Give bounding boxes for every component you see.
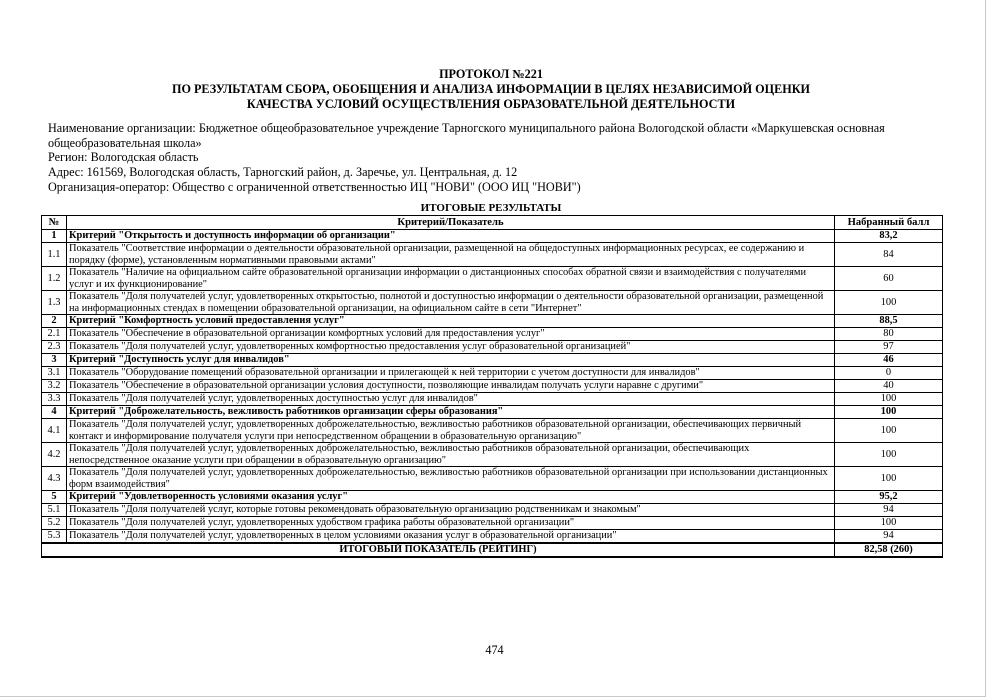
row-score: 80 <box>835 328 943 341</box>
row-text: Показатель "Доля получателей услуг, удовлетворенных доброжелательностью, вежливостью работников образовательной организации, обеспечивающих первичный контакт и информирование получателя услуги при непосредственном обращении в образовательную организацию" <box>67 419 835 443</box>
table-row <box>42 243 943 267</box>
table-row <box>42 419 943 443</box>
row-score: 100 <box>835 443 943 467</box>
protocol-title: ПРОТОКОЛ №221 <box>439 67 543 81</box>
row-text: Показатель "Доля получателей услуг, удовлетворенных доброжелательностью, вежливостью работников образовательной организации при использовании дистанционных форм взаимодействия" <box>67 467 835 491</box>
row-score: 84 <box>835 243 943 267</box>
row-text: Показатель "Доля получателей услуг, удовлетворенных комфортностью предоставления услуг образовательной организацией" <box>67 341 835 354</box>
row-number: 5 <box>42 491 67 504</box>
row-score: 100 <box>835 517 943 530</box>
row-number: 1.1 <box>42 243 67 267</box>
table-row <box>42 443 943 467</box>
row-number: 4.2 <box>42 443 67 467</box>
table-header-row <box>42 216 943 230</box>
row-text: Критерий "Доступность услуг для инвалидов" <box>67 354 835 367</box>
row-text: Показатель "Доля получателей услуг, удовлетворенных удобством графика работы образовательной организации" <box>67 517 835 530</box>
row-number: 3.3 <box>42 393 67 406</box>
row-number: 5.3 <box>42 530 67 544</box>
row-number: 3.2 <box>42 380 67 393</box>
row-score: 100 <box>835 291 943 315</box>
row-score: 40 <box>835 380 943 393</box>
row-text: Показатель "Оборудование помещений образовательной организации и прилегающей к ней территории с учетом доступности для инвалидов" <box>67 367 835 380</box>
table-row <box>42 315 943 328</box>
row-text: Показатель "Доля получателей услуг, удовлетворенных открытостью, полнотой и доступностью информации о деятельности образовательной организации, размещенной на информационных стендах в помещении образовательной организации, на официальном сайте в сети "Интернет" <box>67 291 835 315</box>
row-text: Показатель "Обеспечение в образовательной организации комфортных условий для предоставления услуг" <box>67 328 835 341</box>
row-text: Показатель "Соответствие информации о деятельности образовательной организации, размещенной на общедоступных информационных ресурсах, ее содержанию и порядку (форме), установленным нормативными правовыми актами" <box>67 243 835 267</box>
row-number: 1.2 <box>42 267 67 291</box>
results-table <box>41 215 943 558</box>
row-number: 4.1 <box>42 419 67 443</box>
table-row <box>42 341 943 354</box>
table-row <box>42 328 943 341</box>
row-score: 88,5 <box>835 315 943 328</box>
table-row <box>42 530 943 544</box>
row-score: 46 <box>835 354 943 367</box>
row-text: Критерий "Открытость и доступность информации об организации" <box>67 230 835 243</box>
row-score: 97 <box>835 341 943 354</box>
table-row <box>42 517 943 530</box>
row-text: Критерий "Комфортность условий предоставления услуг" <box>67 315 835 328</box>
organization-name: Наименование организации: Бюджетное общеобразовательное учреждение Тарногского муниципального района Вологодской области «Маркушевская основная общеобразовательная школа» <box>48 121 885 150</box>
row-score: 83,2 <box>835 230 943 243</box>
row-number: 2 <box>42 315 67 328</box>
address: Адрес: 161569, Вологодская область, Тарногский район, д. Заречье, ул. Центральная, д. 12 <box>48 165 518 179</box>
row-number: 1.3 <box>42 291 67 315</box>
table-row <box>42 393 943 406</box>
row-text: Показатель "Обеспечение в образовательной организации условия доступности, позволяющие инвалидам получать услуги наравне с другими" <box>67 380 835 393</box>
header-number: № <box>42 216 67 230</box>
total-score: 82,58 (260) <box>835 543 943 557</box>
table-row <box>42 467 943 491</box>
row-text: Показатель "Доля получателей услуг, удовлетворенных в целом условиями оказания услуг в образовательной организации" <box>67 530 835 544</box>
row-number: 2.1 <box>42 328 67 341</box>
protocol-subtitle-line-1: ПО РЕЗУЛЬТАТАМ СБОРА, ОБОБЩЕНИЯ И АНАЛИЗА ИНФОРМАЦИИ В ЦЕЛЯХ НЕЗАВИСИМОЙ ОЦЕНКИ <box>171 82 811 96</box>
table-row <box>42 491 943 504</box>
row-text: Показатель "Доля получателей услуг, удовлетворенных доступностью услуг для инвалидов" <box>67 393 835 406</box>
operator-organization: Организация-оператор: Общество с ограниченной ответственностью ИЦ "НОВИ" (ООО ИЦ "НОВИ") <box>48 180 581 194</box>
row-number: 5.2 <box>42 517 67 530</box>
row-number: 4 <box>42 406 67 419</box>
table-row <box>42 354 943 367</box>
row-score: 100 <box>835 467 943 491</box>
row-score: 60 <box>835 267 943 291</box>
row-text: Показатель "Доля получателей услуг, которые готовы рекомендовать образовательную организацию родственникам и знакомым" <box>67 504 835 517</box>
row-number: 3 <box>42 354 67 367</box>
table-row <box>42 267 943 291</box>
row-text: Критерий "Удовлетворенность условиями оказания услуг" <box>67 491 835 504</box>
table-row <box>42 504 943 517</box>
table-row <box>42 230 943 243</box>
page-number: 474 <box>485 643 504 657</box>
results-title: ИТОГОВЫЕ РЕЗУЛЬТАТЫ <box>420 202 562 214</box>
row-score: 100 <box>835 419 943 443</box>
row-score: 0 <box>835 367 943 380</box>
row-score: 95,2 <box>835 491 943 504</box>
table-row <box>42 406 943 419</box>
row-number: 3.1 <box>42 367 67 380</box>
row-number: 1 <box>42 230 67 243</box>
row-score: 100 <box>835 393 943 406</box>
header-score: Набранный балл <box>835 216 943 230</box>
protocol-subtitle-line-2: КАЧЕСТВА УСЛОВИЙ ОСУЩЕСТВЛЕНИЯ ОБРАЗОВАТЕЛЬНОЙ ДЕЯТЕЛЬНОСТИ <box>246 97 736 111</box>
row-number: 2.3 <box>42 341 67 354</box>
region: Регион: Вологодская область <box>48 150 199 164</box>
total-row <box>42 543 943 557</box>
row-text: Критерий "Доброжелательность, вежливость работников организации сферы образования" <box>67 406 835 419</box>
row-score: 94 <box>835 530 943 544</box>
row-text: Показатель "Наличие на официальном сайте образовательной организации информации о дистанционных способах обратной связи и взаимодействия с получателями услуг и их функционирование" <box>67 267 835 291</box>
row-score: 100 <box>835 406 943 419</box>
row-score: 94 <box>835 504 943 517</box>
table-row <box>42 367 943 380</box>
row-text: Показатель "Доля получателей услуг, удовлетворенных доброжелательностью, вежливостью работников образовательной организации, обеспечивающих непосредственное оказание услуги при обращении в образовательную организацию" <box>67 443 835 467</box>
row-number: 4.3 <box>42 467 67 491</box>
table-row <box>42 380 943 393</box>
total-label: ИТОГОВЫЙ ПОКАЗАТЕЛЬ (РЕЙТИНГ) <box>42 543 835 557</box>
header-criterion: Критерий/Показатель <box>67 216 835 230</box>
row-number: 5.1 <box>42 504 67 517</box>
table-row <box>42 291 943 315</box>
